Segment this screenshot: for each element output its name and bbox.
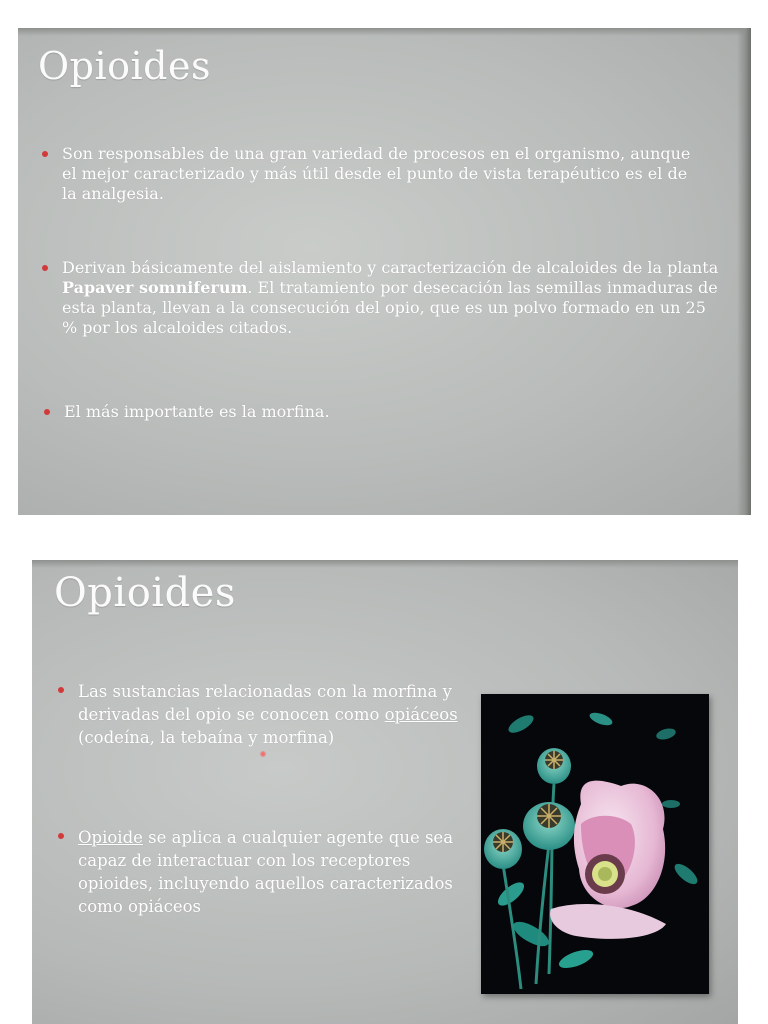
bullet-text-cont: se aplica a cualquier agente que sea capaz de interactuar con los receptores opioides, incluyendo aquellos caracterizados como opiáceos [78, 828, 454, 916]
bullet-text-cont: (codeína, la tebaína y morfina) [78, 728, 335, 747]
slide-1 [18, 28, 751, 515]
bullet-text-cont: . El tratamiento por desecación las semillas inmaduras de esta planta, llevan a la consecución del opio, que es un polvo formado en un 25 % por los alcaloides citados. [62, 278, 718, 337]
poppy-illustration [481, 694, 709, 994]
bullet-dot-icon [42, 265, 48, 271]
slide-top-edge [32, 560, 738, 568]
slide-top-edge [18, 28, 751, 36]
slide-2-bullet-2 [78, 826, 458, 918]
bullet-dot-icon [42, 151, 48, 157]
bullet-text: Las sustancias relacionadas con la morfina y derivadas del opio se conocen como [78, 682, 452, 724]
bullet-text: Son responsables de una gran variedad de procesos en el organismo, aunque el mejor caracterizado y más útil desde el punto de vista terapéutico es el de la analgesia. [62, 144, 691, 203]
slide-1-bullet-2 [62, 258, 722, 338]
bullet-dot-icon [44, 409, 50, 415]
bullet-text: El más importante es la morfina. [64, 402, 330, 421]
slide-2-bullet-1 [78, 680, 458, 749]
slide-2 [32, 560, 738, 1024]
opioide-link[interactable]: Opioide [78, 828, 143, 847]
slide-2-title: Opioides [54, 570, 236, 616]
slide-1-title: Opioides [38, 44, 211, 88]
bullet-dot-icon [58, 687, 64, 693]
species-name: Papaver somniferum [62, 278, 248, 297]
bullet-dot-icon [58, 833, 64, 839]
slide-1-bullet-3 [64, 402, 664, 422]
laser-pointer-dot [260, 751, 266, 757]
poppy-flower-photo [481, 694, 709, 994]
opiaceos-link[interactable]: opiáceos [384, 705, 458, 724]
slide-right-edge [737, 28, 751, 515]
bullet-text: Derivan básicamente del aislamiento y caracterización de alcaloides de la planta [62, 258, 719, 277]
slide-1-bullet-1 [62, 144, 702, 204]
